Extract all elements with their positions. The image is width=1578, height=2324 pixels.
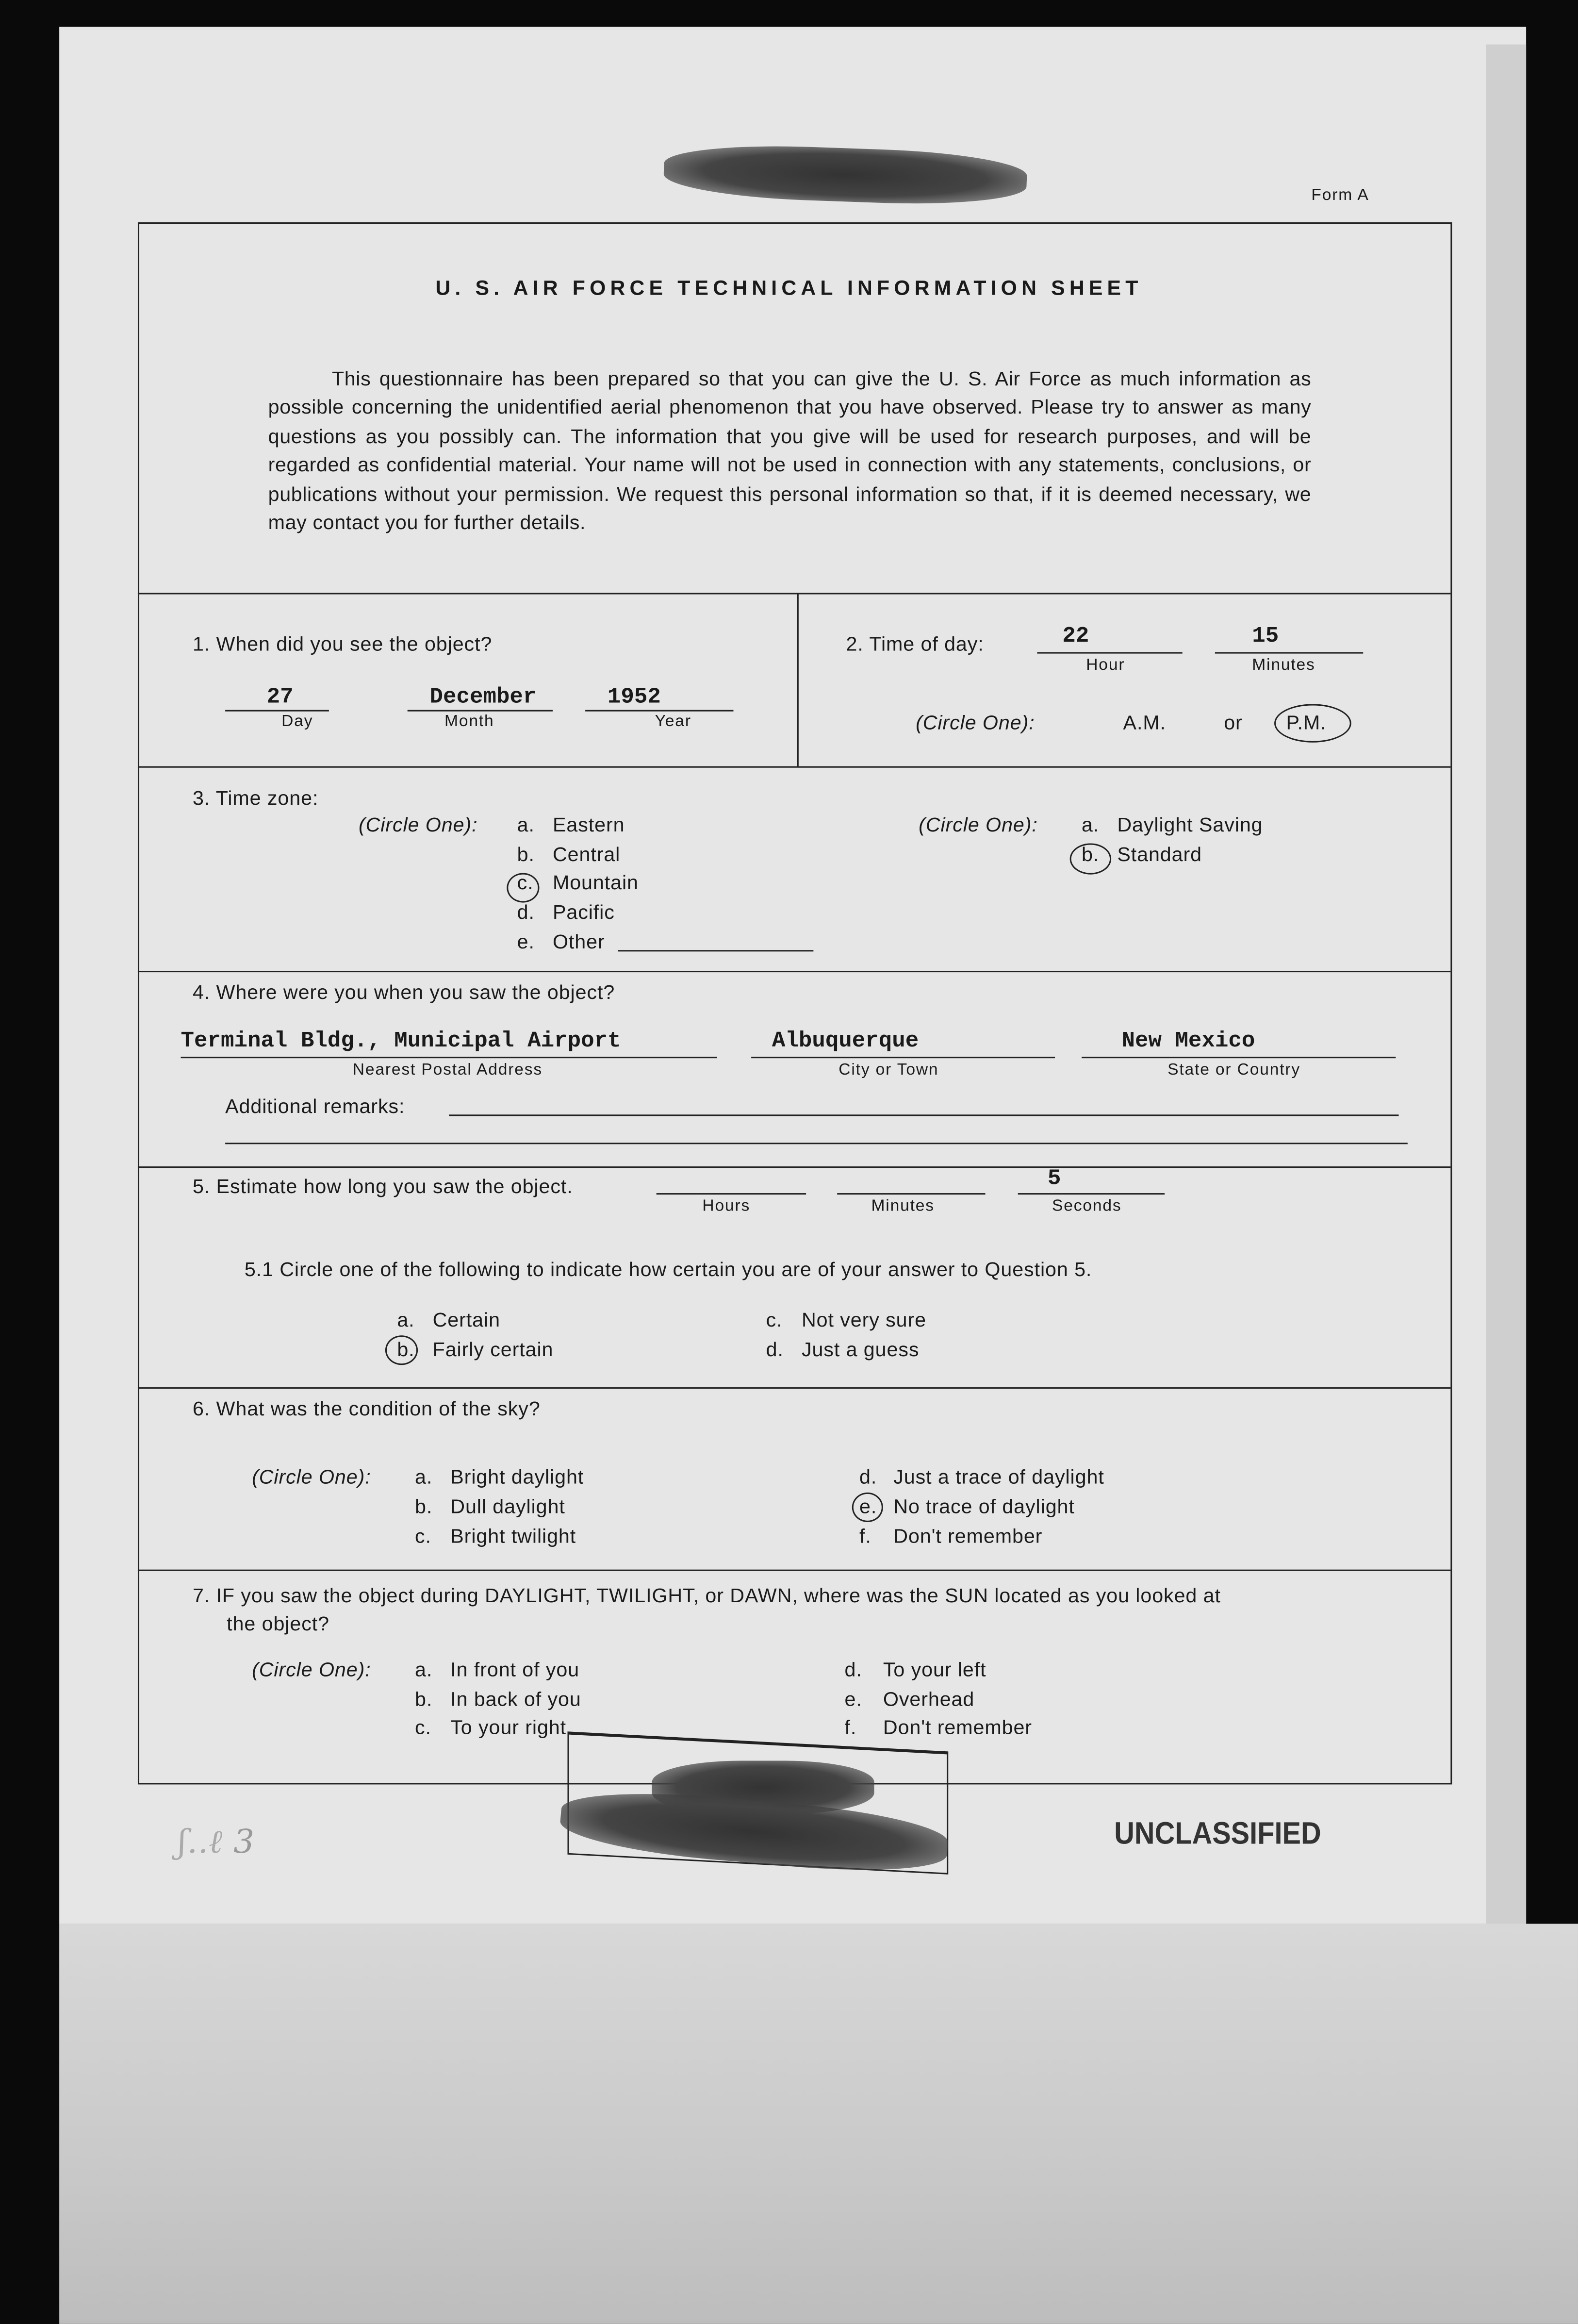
q6-circle-one: (Circle One): (252, 1465, 371, 1488)
option-letter[interactable]: d. (844, 1658, 862, 1681)
option-letter[interactable]: a. (517, 813, 535, 836)
option-label[interactable]: In back of you (450, 1687, 581, 1710)
option-letter[interactable]: a. (1082, 813, 1100, 836)
option-letter[interactable]: e. (859, 1495, 877, 1518)
q7-question-line2: the object? (227, 1612, 329, 1635)
q2-minutes-label: Minutes (1252, 656, 1315, 675)
option-letter[interactable]: d. (766, 1337, 784, 1360)
handwritten-note: ʃ..ℓ 3 (178, 1824, 255, 1862)
q5-minutes-label: Minutes (871, 1197, 935, 1215)
q6-question: 6. What was the condition of the sky? (192, 1397, 541, 1420)
option-letter[interactable]: e. (844, 1687, 862, 1710)
q4-remarks-label: Additional remarks: (225, 1095, 405, 1118)
option-letter[interactable]: f. (859, 1525, 871, 1547)
q5-1-question: 5.1 Circle one of the following to indicate how certain you are of your answer to Question 5. (244, 1258, 1092, 1281)
option-label[interactable]: Bright daylight (450, 1465, 584, 1488)
option-label[interactable]: Standard (1117, 843, 1202, 866)
paper-edge (1486, 45, 1526, 1924)
option-label[interactable]: No trace of daylight (893, 1495, 1075, 1518)
q2-hour-label: Hour (1086, 656, 1125, 675)
option-letter[interactable]: c. (517, 872, 534, 895)
option-letter[interactable]: e. (517, 930, 535, 953)
option-label[interactable]: To your right (450, 1717, 567, 1739)
q5-minutes-field[interactable] (837, 1193, 985, 1195)
option-label[interactable]: Don't remember (893, 1525, 1043, 1547)
option-label[interactable]: Eastern (552, 813, 625, 836)
q4-city-value[interactable]: Albuquerque (772, 1029, 919, 1054)
option-letter[interactable]: a. (414, 1658, 433, 1681)
option-letter[interactable]: b. (414, 1495, 433, 1518)
intro-text: This questionnaire has been prepared so that you can give the U. S. Air Force as much information as possible concerning the unidentified aerial phenomenon that you have observed. Please try to answer as many questions as you possibly can. The information that you give will be used for research purposes, and will be regarded as confidential material. Your name will not be used in connection with any statements, conclusions, or publications without your permission. We request this personal information so that, if it is deemed necessary, we may contact you for further details. (268, 367, 1312, 534)
q1-year-value[interactable]: 1952 (607, 684, 661, 710)
option-letter[interactable]: b. (414, 1687, 433, 1710)
divider (138, 766, 1450, 768)
q4-state-label: State or Country (1167, 1061, 1301, 1079)
selection-circle (852, 1493, 883, 1522)
divider (138, 1166, 1450, 1168)
divider (138, 593, 1450, 594)
option-label[interactable]: In front of you (450, 1658, 580, 1681)
q2-or: or (1224, 711, 1243, 734)
option-label[interactable]: Central (552, 843, 621, 865)
q5-seconds-value[interactable]: 5 (1047, 1166, 1061, 1192)
q1-day-value[interactable]: 27 (266, 684, 294, 710)
form-label: Form A (1311, 186, 1369, 205)
q4-question: 4. Where were you when you saw the object? (192, 981, 615, 1004)
option-letter[interactable]: f. (844, 1717, 857, 1739)
q1-year-label: Year (655, 713, 691, 731)
q2-minutes-value[interactable]: 15 (1252, 624, 1279, 649)
divider (138, 1570, 1450, 1571)
option-label[interactable]: Daylight Saving (1117, 813, 1263, 836)
selection-circle (1274, 704, 1351, 742)
q3-dst-circle-one: (Circle One): (919, 813, 1038, 836)
selection-circle (385, 1335, 418, 1365)
form-title: U. S. AIR FORCE TECHNICAL INFORMATION SHEET (435, 275, 1143, 299)
option-label[interactable]: To your left (883, 1658, 986, 1681)
option-letter[interactable]: c. (414, 1525, 431, 1547)
option-label[interactable]: Overhead (883, 1687, 975, 1710)
q4-remarks-field[interactable] (449, 1114, 1398, 1116)
option-letter[interactable]: b. (397, 1337, 415, 1360)
option-letter[interactable]: b. (517, 843, 535, 865)
q3-question: 3. Time zone: (192, 787, 319, 810)
option-letter[interactable]: a. (397, 1309, 415, 1331)
option-label[interactable]: Just a trace of daylight (893, 1465, 1104, 1488)
option-letter[interactable]: c. (766, 1309, 783, 1331)
divider (138, 1387, 1450, 1389)
q2-question: 2. Time of day: (846, 632, 984, 655)
divider-vertical (797, 593, 799, 766)
option-letter[interactable]: a. (414, 1465, 433, 1488)
option-label[interactable]: Other (552, 930, 605, 953)
q5-seconds-label: Seconds (1052, 1197, 1122, 1215)
option-label[interactable]: Pacific (552, 901, 615, 924)
q5-question: 5. Estimate how long you saw the object. (192, 1175, 573, 1198)
option-label[interactable]: Bright twilight (450, 1525, 576, 1547)
q1-month-value[interactable]: December (429, 684, 537, 710)
option-letter[interactable]: d. (517, 901, 535, 924)
page-note: 3 (233, 1824, 255, 1862)
q5-hours-field[interactable] (657, 1193, 806, 1195)
option-label[interactable]: Just a guess (801, 1337, 920, 1360)
divider (138, 971, 1450, 972)
q3-circle-one: (Circle One): (358, 813, 478, 836)
q7-circle-one: (Circle One): (252, 1658, 371, 1681)
q4-address-value[interactable]: Terminal Bldg., Municipal Airport (181, 1029, 621, 1054)
option-letter[interactable]: c. (414, 1717, 431, 1739)
q2-hour-value[interactable]: 22 (1062, 624, 1089, 649)
option-label[interactable]: Mountain (552, 872, 639, 895)
q2-circle-one: (Circle One): (916, 711, 1035, 734)
option-label[interactable]: Certain (432, 1309, 500, 1331)
q3-other-field[interactable] (618, 950, 813, 951)
q2-am[interactable]: A.M. (1123, 711, 1166, 734)
option-label[interactable]: Not very sure (801, 1309, 927, 1331)
option-label[interactable]: Don't remember (883, 1717, 1032, 1739)
option-label[interactable]: Fairly certain (432, 1337, 554, 1360)
q4-remarks-field-2[interactable] (225, 1143, 1408, 1144)
selection-circle (1070, 843, 1111, 874)
q5-hours-label: Hours (702, 1197, 751, 1215)
q4-address-label: Nearest Postal Address (352, 1061, 543, 1079)
q4-city-label: City or Town (838, 1061, 939, 1079)
unclassified-stamp: UNCLASSIFIED (1114, 1817, 1321, 1851)
selection-circle (507, 873, 539, 903)
q7-question-line1: 7. IF you saw the object during DAYLIGHT, TWILIGHT, or DAWN, where was the SUN located as you looked at (192, 1584, 1221, 1607)
intro-paragraph (268, 365, 1312, 537)
scan-background (59, 1924, 1578, 2324)
option-label[interactable]: Dull daylight (450, 1495, 565, 1518)
q1-question: 1. When did you see the object? (192, 632, 493, 655)
option-letter[interactable]: b. (1082, 843, 1100, 866)
option-letter[interactable]: d. (859, 1465, 877, 1488)
q4-state-value[interactable]: New Mexico (1121, 1029, 1255, 1054)
q1-month-label: Month (444, 713, 494, 731)
q1-day-label: Day (281, 713, 313, 731)
q2-pm[interactable]: P.M. (1286, 711, 1327, 734)
